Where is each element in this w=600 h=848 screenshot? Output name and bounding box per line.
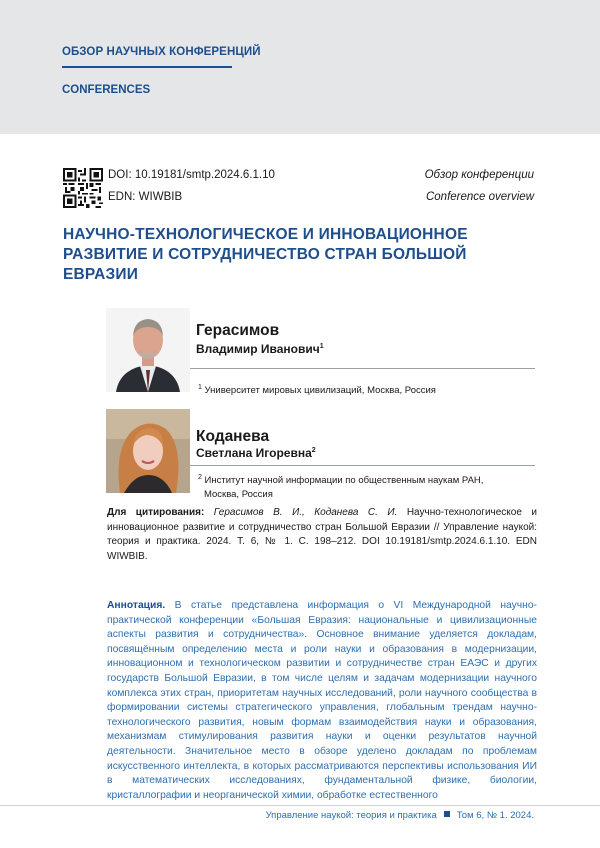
footer-divider <box>0 805 600 806</box>
author-divider <box>190 465 535 466</box>
author-given-name: Владимир Иванович$^1$ <box>196 342 324 356</box>
citation-block: Для цитирования: Герасимов В. И., Коданева С. И. Научно-технологическое и инновационное развитие и сотрудничество стран Большой Евразии // Управление наукой: теория и практика. 2024. Т. 6, № 1. С. 198–212. DOI 10.19181/smtp.2024.6.1.10. EDN WIWBIB. <box>107 507 537 562</box>
article-type-ru: Обзор конференции <box>424 169 534 181</box>
abstract-label: Аннотация. <box>107 600 166 611</box>
author-photo-gerasimov <box>106 308 190 392</box>
section-title-en: CONFERENCES <box>62 84 151 96</box>
author-photo-kodaneva <box>106 409 190 493</box>
author-surname: Коданева <box>196 428 270 445</box>
abstract-text: В статье представлена информация о VI Международной научно-практической конференции «Большая Евразия: национальные и цивилизационные аспекты развития и сотрудничества». Основное внимание уделяется докладам, посвящённым определению места и роли науки и образования в модернизации, инновационном и технологическом развитии и сотрудничестве стран ЕАЭС и других государств Большой Евразии, в том числе целям и задачам модернизации научного комплекса этих стран, приоритетам научных исследований, роли научного сообщества в формировании системы стратегического управления, глобальным трендам научно-технологического развития, новым формам взаимодействия науки и образования, механизмам стимулирования развития науки и оценки результатов научной деятельности. Значительное место в обзоре уделено докладам по проблемам искусственного интеллекта, в которых рассматриваются перспективы использования ИИ в математических исследованиях, фундаментальной физике, биологии, кристаллографии и неорганической химии, обработке естественного <box>107 600 537 801</box>
author-given-name: Светлана Игоревна$^2$ <box>196 446 316 460</box>
footer <box>266 810 534 821</box>
article-type-en: Conference overview <box>425 191 534 203</box>
section-divider <box>62 66 232 68</box>
doi[interactable]: DOI: 10.19181/smtp.2024.6.1.10 <box>108 169 275 181</box>
footer-issue: Том 6, № 1. 2024. <box>456 810 534 821</box>
author-divider <box>190 368 535 369</box>
edn: EDN: WIWBIB <box>108 191 183 203</box>
author-affiliation: $^2$ Институт научной информации по общественным наукам РАН, Москва, Россия <box>198 474 484 501</box>
section-title-ru: ОБЗОР НАУЧНЫХ КОНФЕРЕНЦИЙ <box>62 46 261 58</box>
square-bullet-icon <box>444 811 450 817</box>
qr-code-icon[interactable] <box>63 168 103 208</box>
abstract-block <box>107 599 537 803</box>
author-affiliation: $^1$ Университет мировых цивилизаций, Москва, Россия <box>198 384 436 397</box>
article-title: НАУЧНО-ТЕХНОЛОГИЧЕСКОЕ И ИННОВАЦИОННОЕ РАЗВИТИЕ И СОТРУДНИЧЕСТВО СТРАН БОЛЬШОЙ ЕВРАЗИИ <box>63 226 468 283</box>
author-surname: Герасимов <box>196 322 280 339</box>
footer-journal: Управление наукой: теория и практика <box>265 810 437 821</box>
